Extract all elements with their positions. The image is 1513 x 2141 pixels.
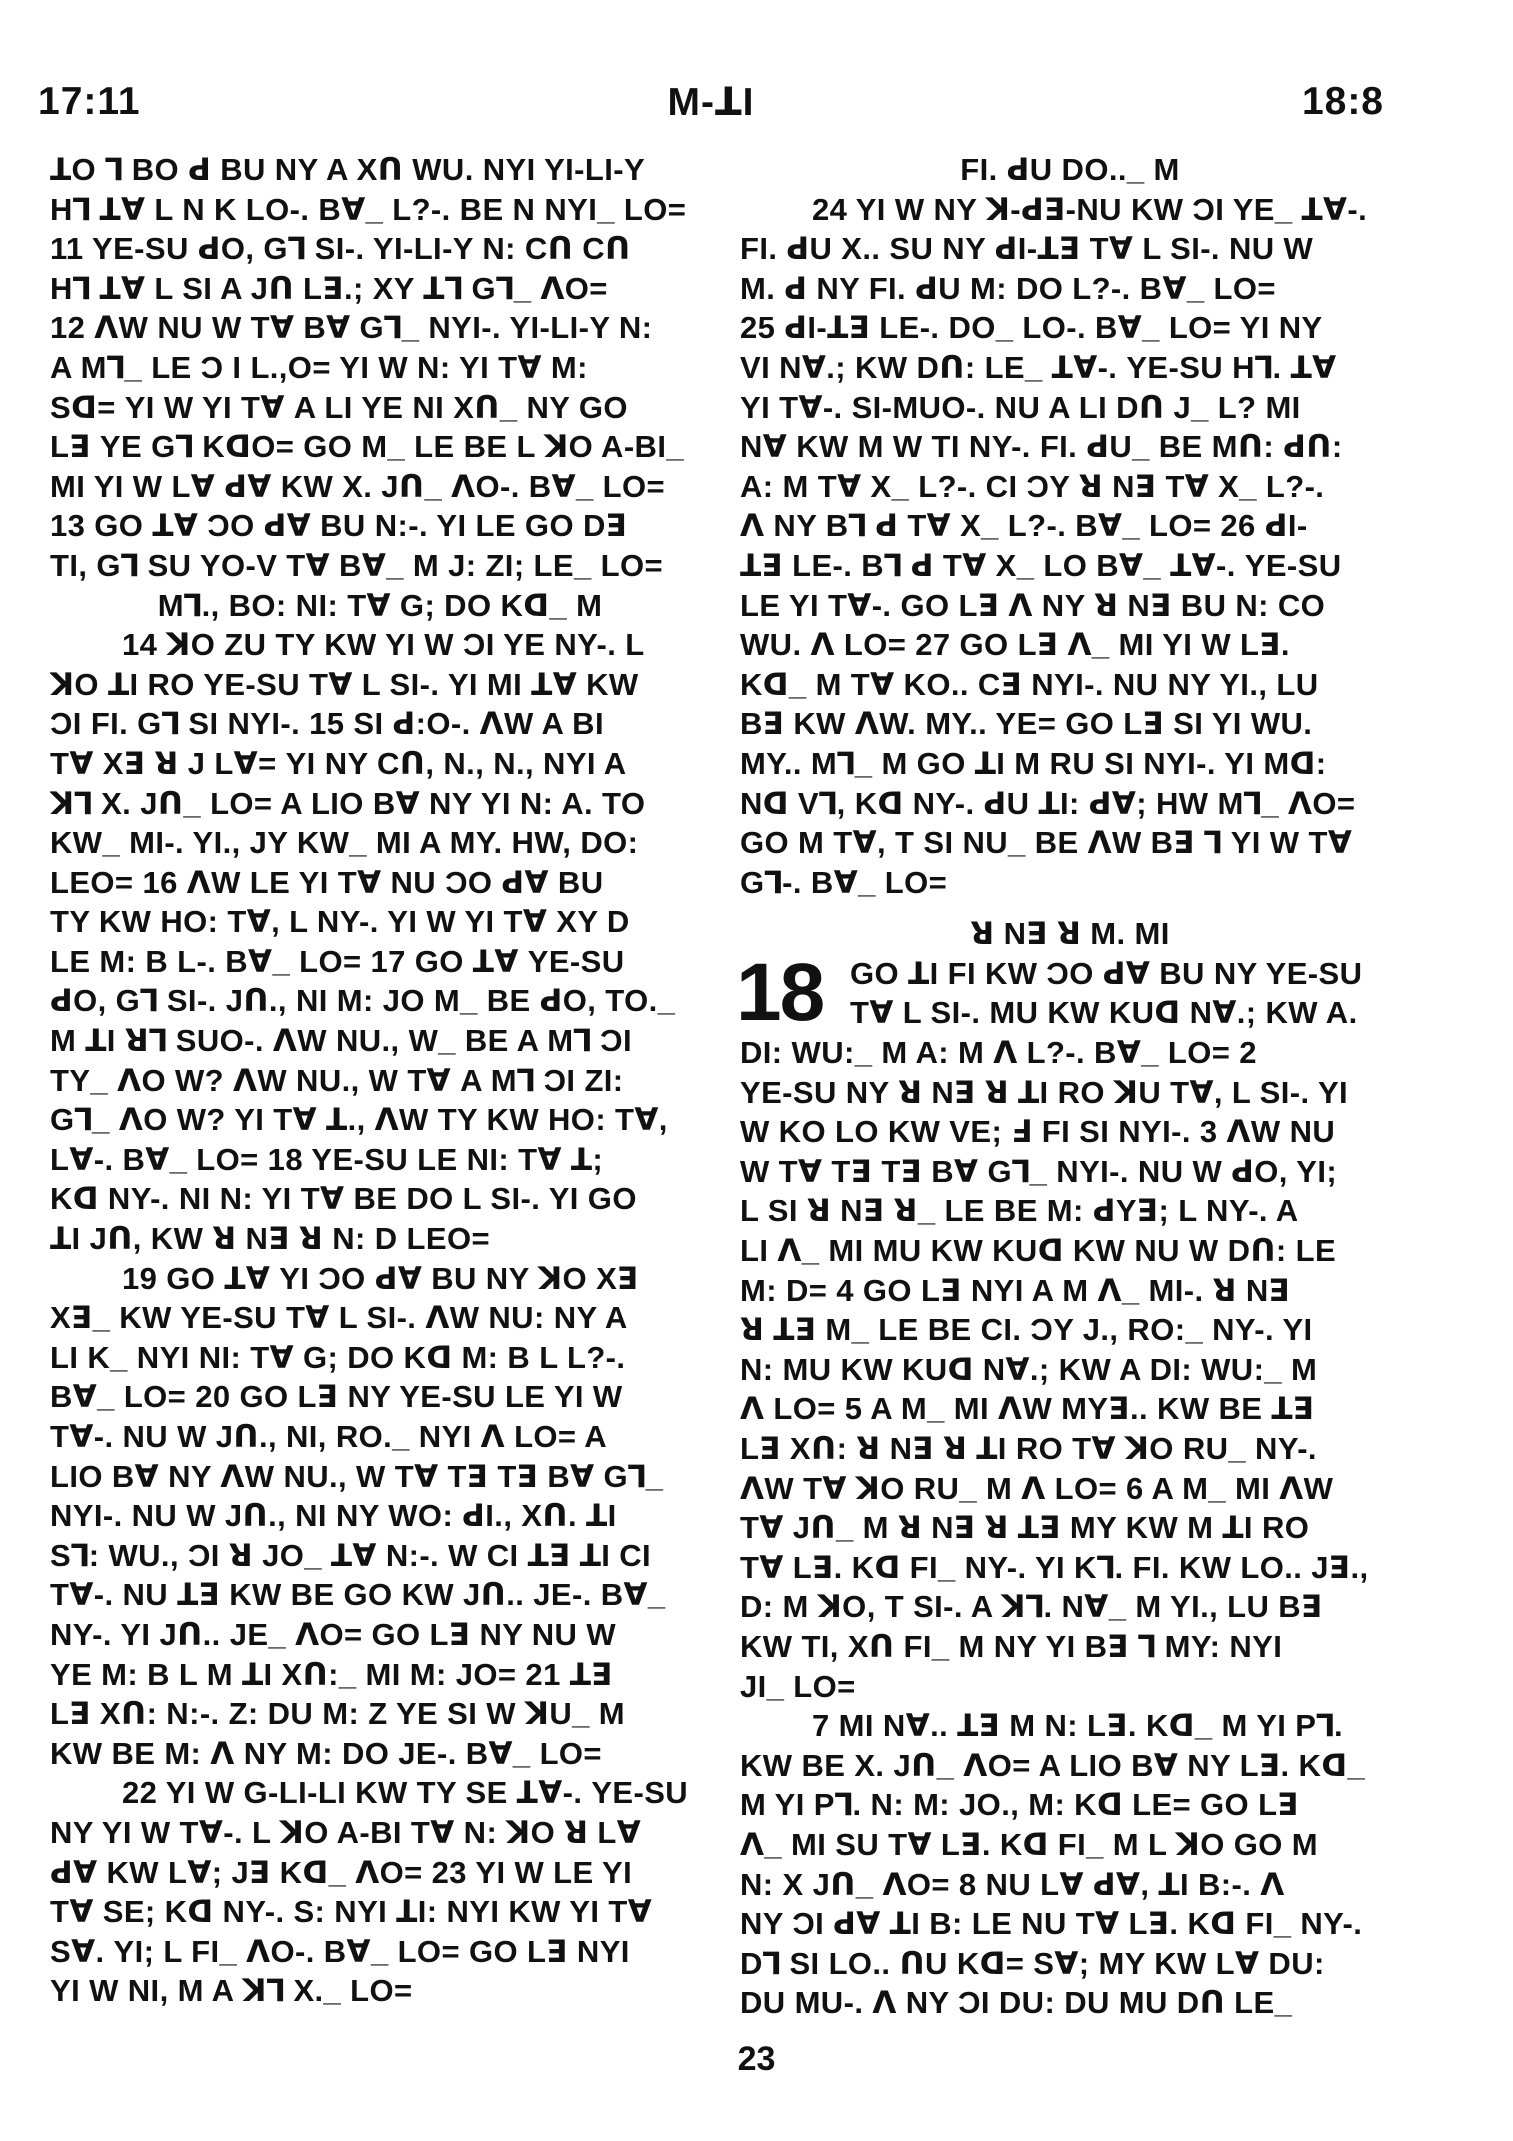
- text-line: DI: WU:_ M A: M ꓥ L?-. Bꓯ_ LO= 2: [740, 1035, 1257, 1071]
- text-line: M ꓕI ꓤꓶ SUO-. ꓥW NU., W_ BE A Mꓶ ƆI: [50, 1023, 632, 1059]
- text-line: ꓥ NY Bꓶ ꓒ Tꓯ X_ L?-. Bꓯ_ LO= 26 ꓒI-: [740, 508, 1308, 544]
- text-line: YI Tꓯ-. SI-MUO-. NU A LI Dꓵ J_ L? MI: [740, 389, 1301, 425]
- text-line: ꓥW Tꓯ ꓘO RU_ M ꓥ LO= 6 A M_ MI ꓥW: [740, 1470, 1334, 1506]
- text-line: ꓘꓶ X. Jꓵ_ LO= A LIO Bꓯ NY YI N: A. TO: [50, 785, 646, 821]
- text-line: Kꓷ NY-. NI N: YI Tꓯ BE DO L SI-. YI GO: [50, 1181, 637, 1217]
- text-line: W KO LO KW VE; Ⅎ FI SI NYI-. 3 ꓥW NU: [740, 1114, 1336, 1150]
- text-line: MI YI W Lꓯ ꓒꓯ KW X. Jꓵ_ ꓥO-. Bꓯ_ LO=: [50, 468, 665, 504]
- text-line: LIO Bꓯ NY ꓥW NU., W Tꓯ Tꓱ Tꓱ Bꓯ Gꓶ_: [50, 1458, 664, 1494]
- text-line: L SI ꓤ Nꓱ ꓤ_ LE BE M: ꓒYꓱ; L NY-. A: [740, 1193, 1299, 1229]
- text-line: A Mꓶ_ LE Ɔ I L.,O= YI W N: YI Tꓯ M:: [50, 349, 588, 385]
- text-line: Sꓯ. YI; L FI_ ꓥO-. Bꓯ_ LO= GO Lꓱ NYI: [50, 1933, 630, 1969]
- text-line: WU. ꓥ LO= 27 GO Lꓱ ꓥ_ MI YI W Lꓱ.: [740, 627, 1290, 663]
- text-line: Lꓱ Xꓵ: N:-. Z: DU M: Z YE SI W ꓘU_ M: [50, 1696, 626, 1732]
- text-line: Gꓶ-. Bꓯ_ LO=: [740, 864, 948, 900]
- text-line: Xꓱ_ KW YE-SU Tꓯ L SI-. ꓥW NU: NY A: [50, 1300, 628, 1336]
- text-line: Lꓯ-. Bꓯ_ LO= 18 YE-SU LE NI: Tꓯ ꓕ;: [50, 1141, 604, 1177]
- text-line: 19 GO ꓕꓯ YI ƆO ꓒꓯ BU NY ꓘO Xꓱ: [122, 1260, 639, 1296]
- text-line: D: M ꓘO, T SI-. A ꓘꓶ. Nꓯ_ M YI., LU Bꓱ: [740, 1589, 1323, 1625]
- text-line: KW TI, Xꓵ FI_ M NY YI Bꓱ ꓶ MY: NYI: [740, 1628, 1283, 1664]
- text-line: YE-SU NY ꓤ Nꓱ ꓤ ꓕI RO ꓘU Tꓯ, L SI-. YI: [740, 1074, 1349, 1110]
- text-line: GO ꓕI FI KW ƆO ꓒꓯ BU NY YE-SU: [850, 955, 1363, 991]
- text-line: Gꓶ_ ꓥO W? YI Tꓯ ꓕ., ꓥW TY KW HO: Tꓯ,: [50, 1102, 668, 1138]
- text-line: M YI Pꓶ. N: M: JO., M: Kꓷ LE= GO Lꓱ: [740, 1787, 1299, 1823]
- text-line: LE YI Tꓯ-. GO Lꓱ ꓥ NY ꓤ Nꓱ BU N: CO: [740, 587, 1326, 623]
- text-line: ꓤ ꓕꓱ M_ LE BE CI. ƆY J., RO:_ NY-. YI: [740, 1312, 1313, 1348]
- text-line: LEO= 16 ꓥW LE YI Tꓯ NU ƆO ꓒꓯ BU: [50, 864, 604, 900]
- text-line: GO M Tꓯ, T SI NU_ BE ꓥW Bꓱ ꓶ YI W Tꓯ: [740, 825, 1353, 861]
- text-line: JI_ LO=: [740, 1668, 856, 1704]
- text-line: LE M: B L-. Bꓯ_ LO= 17 GO ꓕꓯ YE-SU: [50, 943, 625, 979]
- section-heading: FI. ꓒU DO.._ M: [960, 152, 1180, 187]
- text-line: Hꓶ ꓕꓯ L SI A Jꓵ Lꓱ.; XY ꓕꓶ Gꓶ_ ꓥO=: [50, 270, 608, 306]
- text-line: Tꓯ Xꓱ ꓤ J Lꓯ= YI NY Cꓵ, N., N., NYI A: [50, 745, 627, 781]
- text-line: TY KW HO: Tꓯ, L NY-. YI W YI Tꓯ XY D: [50, 904, 630, 940]
- text-line: ꓕO ꓶ BO ꓒ BU NY A Xꓵ WU. NYI YI-LI-Y: [50, 152, 646, 187]
- text-line: KW BE M: ꓥ NY M: DO JE-. Bꓯ_ LO=: [50, 1735, 602, 1771]
- text-line: Sꓷ= YI W YI Tꓯ A LI YE NI Xꓵ_ NY GO: [50, 389, 628, 425]
- text-line: Lꓱ YE Gꓶ KꓷO= GO M_ LE BE L ꓘO A-BI_: [50, 429, 684, 465]
- text-line: DU MU-. ꓥ NY ƆI DU: DU MU Dꓵ LE_: [740, 1985, 1293, 2021]
- text-line: Nꓷ Vꓶ, Kꓷ NY-. ꓒU ꓕI: ꓒꓯ; HW Mꓶ_ ꓥO=: [740, 785, 1356, 821]
- text-line: ꓕI Jꓵ, KW ꓤ Nꓱ ꓤ N: D LEO=: [50, 1221, 490, 1257]
- text-line: VI Nꓯ.; KW Dꓵ: LE_ ꓕꓯ-. YE-SU Hꓶ. ꓕꓯ: [740, 349, 1337, 385]
- text-line: 25 ꓒI-ꓕꓱ LE-. DO_ LO-. Bꓯ_ LO= YI NY: [740, 310, 1323, 346]
- text-line: Hꓶ ꓕꓯ L N K LO-. Bꓯ_ L?-. BE N NYI_ LO=: [50, 191, 687, 227]
- text-line: LI ꓥ_ MI MU KW KUꓷ KW NU W Dꓵ: LE: [740, 1233, 1337, 1269]
- text-line: TI, Gꓶ SU YO-V Tꓯ Bꓯ_ M J: ZI; LE_ LO=: [50, 547, 663, 583]
- text-line: Dꓶ SI LO.. ꓵU Kꓷ= Sꓯ; MY KW Lꓯ DU:: [740, 1945, 1325, 1981]
- text-line: NY-. YI Jꓵ.. JE_ ꓥO= GO Lꓱ NY NU W: [50, 1616, 617, 1652]
- section-heading: Mꓶ., BO: NI: Tꓯ G; DO Kꓷ_ M: [157, 587, 603, 623]
- header-right-reference: 18:8: [1301, 80, 1384, 123]
- chapter-number: 18: [736, 946, 824, 1038]
- text-line: 12 ꓥW NU W Tꓯ Bꓯ Gꓶ_ NYI-. YI-LI-Y N:: [50, 310, 653, 346]
- text-line: ꓒꓯ KW Lꓯ; Jꓱ Kꓷ_ ꓥO= 23 YI W LE YI: [50, 1854, 633, 1890]
- text-line: M. ꓒ NY FI. ꓒU M: DO L?-. Bꓯ_ LO=: [740, 270, 1276, 306]
- text-line: W Tꓯ Tꓱ Tꓱ Bꓯ Gꓶ_ NYI-. NU W ꓒO, YI;: [740, 1153, 1338, 1189]
- text-line: Lꓱ Xꓵ: ꓤ Nꓱ ꓤ ꓕI RO Tꓯ ꓘO RU_ NY-.: [740, 1431, 1317, 1466]
- text-line: ꓒO, Gꓶ SI-. Jꓵ., NI M: JO M_ BE ꓒO, TO._: [50, 983, 676, 1019]
- text-line: YE M: B L M ꓕI Xꓵ:_ MI M: JO= 21 ꓕꓱ: [50, 1656, 613, 1692]
- text-line: NY ƆI ꓒꓯ ꓕI B: LE NU Tꓯ Lꓱ. Kꓷ FI_ NY-.: [740, 1906, 1363, 1942]
- text-line: Tꓯ L SI-. MU KW KUꓷ Nꓯ.; KW A.: [850, 995, 1358, 1031]
- text-line: 14 ꓘO ZU TY KW YI W ƆI YE NY-. L: [122, 627, 645, 663]
- text-line: Tꓯ Jꓵ_ M ꓤ Nꓱ ꓤ ꓕꓱ MY KW M ꓕI RO: [740, 1510, 1310, 1546]
- header-left-reference: 17:11: [38, 80, 141, 123]
- text-line: ꓥ LO= 5 A M_ MI ꓥW MYꓱ.. KW BE ꓕꓱ: [740, 1391, 1315, 1427]
- text-line: FI. ꓒU X.. SU NY ꓒI-ꓕꓱ Tꓯ L SI-. NU W: [740, 231, 1314, 267]
- text-line: NYI-. NU W Jꓵ., NI NY WO: ꓒI., Xꓵ. ꓕI: [50, 1498, 617, 1534]
- text-line: YI W NI, M A ꓘꓶ X._ LO=: [50, 1973, 413, 2009]
- text-line: Tꓯ-. NU ꓕꓱ KW BE GO KW Jꓵ.. JE-. Bꓯ_: [50, 1577, 666, 1613]
- text-line: Tꓯ SE; Kꓷ NY-. S: NYI ꓕI: NYI KW YI Tꓯ: [50, 1894, 653, 1930]
- text-line: Kꓷ_ M Tꓯ KO.. Cꓱ NYI-. NU NY YI., LU: [740, 666, 1319, 702]
- text-line: Bꓱ KW ꓥW. MY.. YE= GO Lꓱ SI YI WU.: [740, 706, 1313, 742]
- text-line: Sꓶ: WU., ƆI ꓤ JO_ ꓕꓯ N:-. W CI ꓕꓱ ꓕI CI: [50, 1537, 652, 1573]
- text-line: 24 YI W NY ꓘ-ꓒꓱ-NU KW ƆI YE_ ꓕꓯ-.: [812, 191, 1368, 227]
- right-column: [736, 150, 1400, 2023]
- chapter-block: [736, 946, 1400, 2023]
- section-heading: ꓤ Nꓱ ꓤ M. MI: [970, 916, 1170, 952]
- text-line: 13 GO ꓕꓯ ƆO ꓒꓯ BU N:-. YI LE GO Dꓱ: [50, 508, 628, 544]
- text-line: ꓕꓱ LE-. Bꓶ ꓒ Tꓯ X_ LO Bꓯ_ ꓕꓯ-. YE-SU: [740, 547, 1342, 583]
- text-line: LI K_ NYI NI: Tꓯ G; DO Kꓷ M: B L L?-.: [50, 1339, 626, 1375]
- left-column: [50, 150, 710, 2011]
- page-number: 23: [737, 2040, 776, 2078]
- text-line: ƆI FI. Gꓶ SI NYI-. 15 SI ꓒ:O-. ꓥW A BI: [50, 706, 604, 742]
- text-line: ꓥ_ MI SU Tꓯ Lꓱ. Kꓷ FI_ M L ꓘO GO M: [740, 1826, 1319, 1862]
- text-line: Bꓯ_ LO= 20 GO Lꓱ NY YE-SU LE YI W: [50, 1379, 623, 1415]
- text-line: A: M Tꓯ X_ L?-. CI ƆY ꓤ Nꓱ Tꓯ X_ L?-.: [740, 468, 1325, 504]
- page-header: [38, 80, 1384, 136]
- header-book-title: M-ꓕI: [667, 81, 755, 124]
- text-line: NY YI W Tꓯ-. L ꓘO A-BI Tꓯ N: ꓘO ꓤ Lꓯ: [50, 1814, 642, 1850]
- text-line: 22 YI W G-LI-LI KW TY SE ꓕꓯ-. YE-SU: [122, 1775, 689, 1811]
- text-line: KW BE X. Jꓵ_ ꓥO= A LIO Bꓯ NY Lꓱ. Kꓷ_: [740, 1747, 1366, 1783]
- text-line: Tꓯ-. NU W Jꓵ., NI, RO._ NYI ꓥ LO= A: [50, 1419, 608, 1454]
- text-line: N: MU KW KUꓷ Nꓯ.; KW A DI: WU:_ M: [740, 1351, 1318, 1387]
- text-line: KW_ MI-. YI., JY KW_ MI A MY. HW, DO:: [50, 825, 639, 861]
- text-line: Nꓯ KW M W TI NY-. FI. ꓒU_ BE Mꓵ: ꓒꓵ:: [740, 429, 1343, 465]
- text-line: TY_ ꓥO W? ꓥW NU., W Tꓯ A Mꓶ ƆI ZI:: [50, 1062, 624, 1098]
- text-line: ꓘO ꓕI RO YE-SU Tꓯ L SI-. YI MI ꓕꓯ KW: [50, 666, 639, 702]
- text-line: 7 MI Nꓯ.. ꓕꓱ M N: Lꓱ. Kꓷ_ M YI Pꓶ.: [812, 1708, 1344, 1744]
- text-line: N: X Jꓵ_ ꓥO= 8 NU Lꓯ ꓒꓯ, ꓕI B:-. ꓥ: [740, 1866, 1285, 1902]
- text-line: M: D= 4 GO Lꓱ NYI A M ꓥ_ MI-. ꓤ Nꓱ: [740, 1272, 1291, 1308]
- text-line: 11 YE-SU ꓒO, Gꓶ SI-. YI-LI-Y N: Cꓵ Cꓵ: [50, 231, 631, 267]
- text-line: Tꓯ Lꓱ. Kꓷ FI_ NY-. YI Kꓶ. FI. KW LO.. Jꓱ.,: [740, 1549, 1369, 1585]
- text-line: MY.. Mꓶ_ M GO ꓕI M RU SI NYI-. YI Mꓷ:: [740, 745, 1327, 781]
